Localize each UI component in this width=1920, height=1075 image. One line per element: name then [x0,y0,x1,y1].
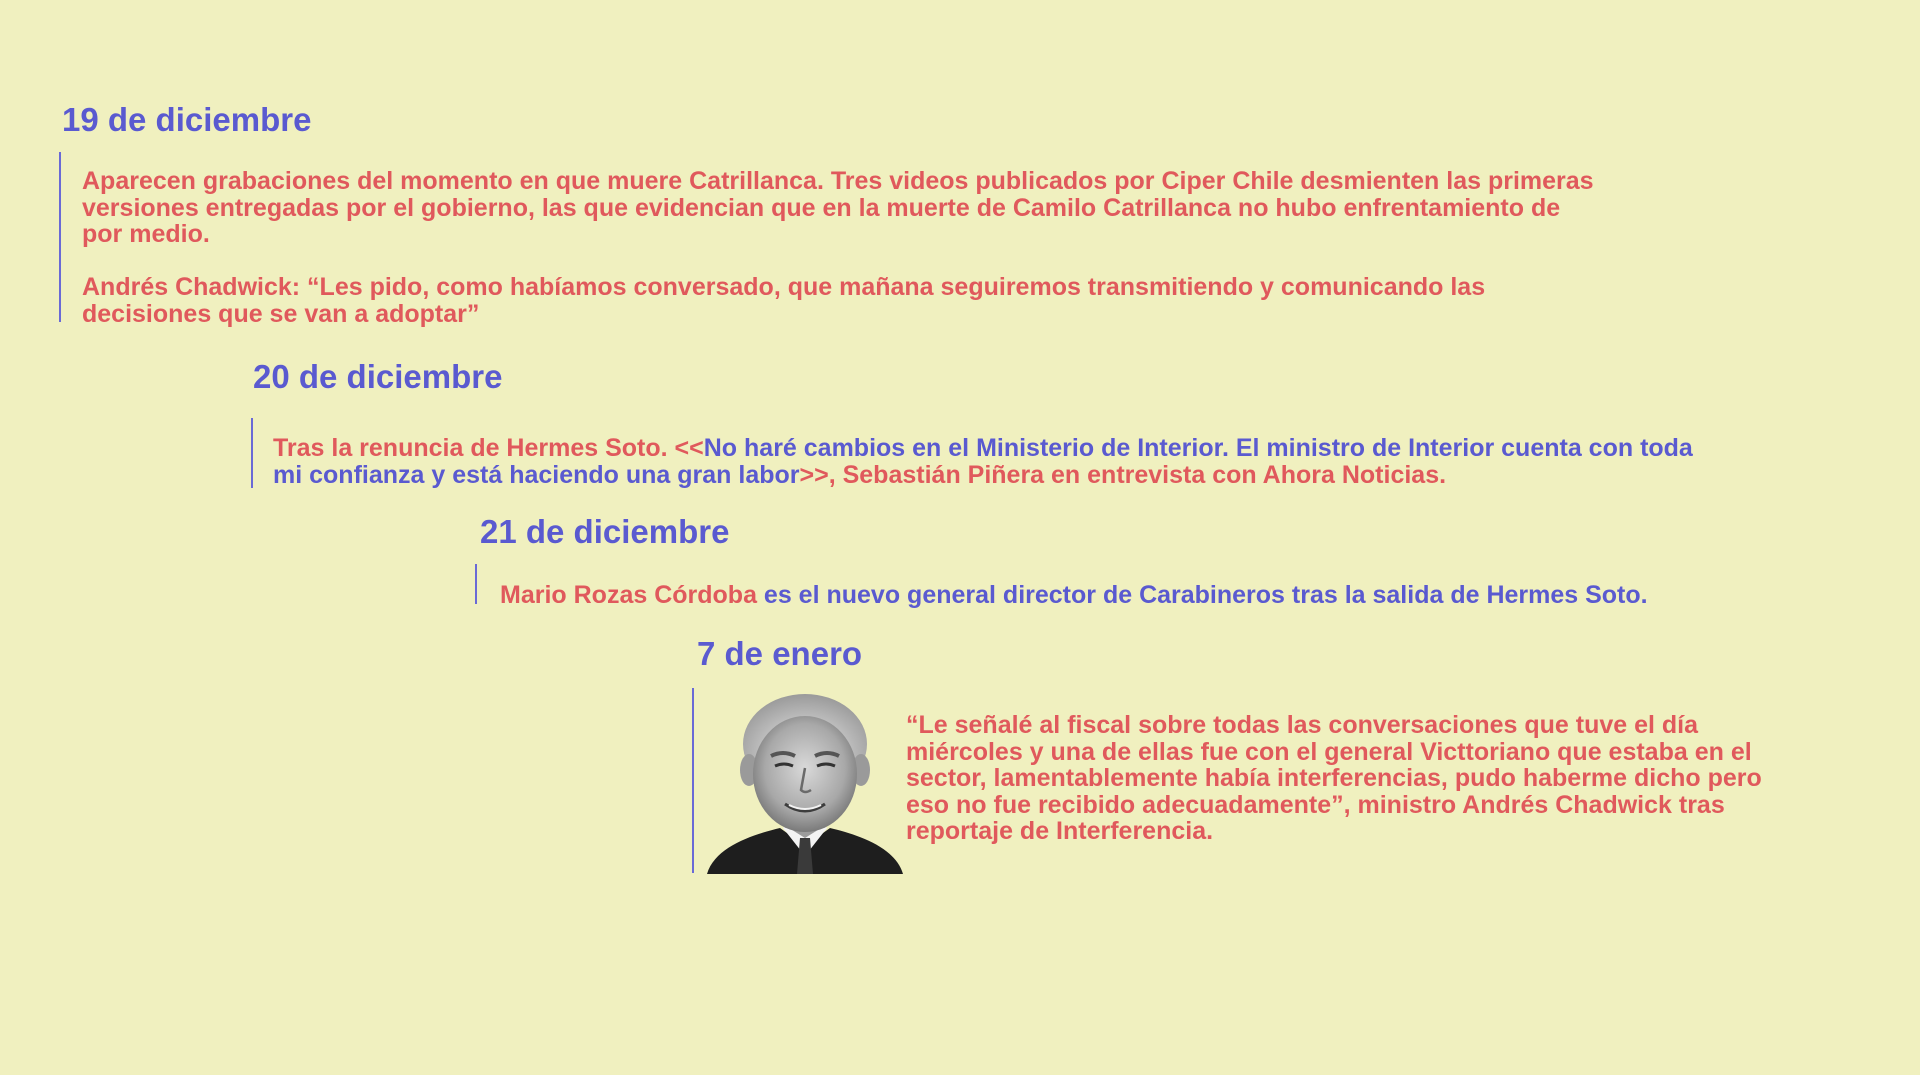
portrait-photo [705,686,905,874]
event-paragraph: Aparecen grabaciones del momento en que muere Catrillanca. Tres videos publicados por Ciper Chile desmienten las primeras versiones entregadas por el gobierno, las que evidencian que en la muerte de Camilo Catrillanca no hubo enfrentamiento de por medio. [82,167,1594,248]
date-heading-7-enero: 7 de enero [697,635,863,672]
person-name-red: Mario Rozas Córdoba [500,581,757,609]
quote-paragraph: “Le señalé al fiscal sobre todas las conversaciones que tuve el día miércoles y una de ellas fue con el general Victtoriano que estaba en el sector, lamentablemente había interferencias, pudo haberme dicho pero eso no fue recibido adecuadamente”, ministro Andrés Chadwick tras reportaje de Interferencia. [906,711,1762,845]
date-heading-20-diciembre: 20 de diciembre [253,358,503,395]
timeline-divider-line [251,418,253,488]
event-quote-paragraph: Andrés Chadwick: “Les pido, como habíamos conversado, que mañana seguiremos transmitiendo y comunicando las decisiones que se van a adoptar” [82,273,1486,328]
event-text-blue: es el nuevo general director de Carabineros tras la salida de Hermes Soto. [756,581,1648,609]
event-attribution-red: >>, Sebastián Piñera en entrevista con Ahora Noticias. [799,460,1447,489]
event-quote-blue: No haré cambios en el Ministerio de Interior. El ministro de Interior cuenta con toda mi confianza y está haciendo una gran labor [273,434,1693,489]
event-paragraph [273,435,1693,488]
timeline-divider-line [59,152,61,322]
timeline-divider-line [475,564,477,604]
date-heading-19-diciembre: 19 de diciembre [62,101,312,138]
event-text-red: Tras la renuncia de Hermes Soto. << [273,434,704,462]
timeline-divider-line [692,688,694,873]
event-paragraph [500,582,1800,609]
date-heading-21-diciembre: 21 de diciembre [480,513,730,550]
